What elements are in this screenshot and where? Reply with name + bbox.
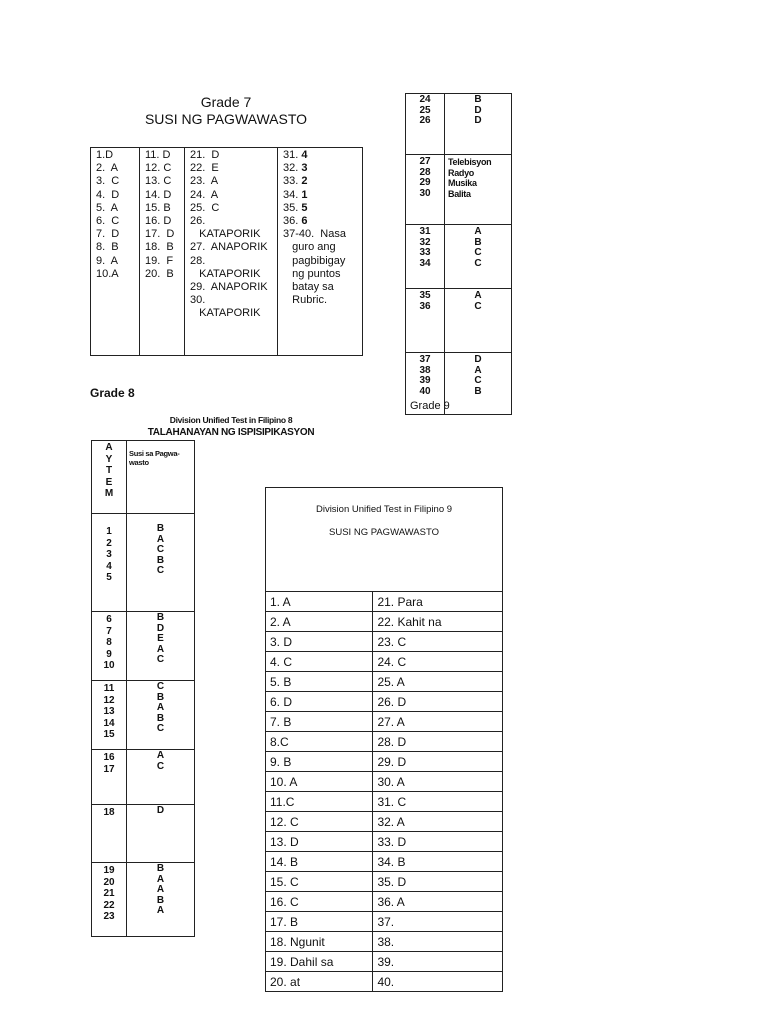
item-number: 1 bbox=[106, 526, 112, 537]
grade9-key-table bbox=[265, 487, 503, 992]
grade7-answer-line: 30. bbox=[190, 294, 206, 307]
answer-cell-right: 21. Para bbox=[373, 592, 503, 612]
answer-cell-left: 1. A bbox=[266, 592, 373, 612]
grade7-answer-line bbox=[283, 189, 357, 202]
answer-cell-left: 20. at bbox=[266, 972, 373, 992]
table-row bbox=[92, 514, 195, 612]
answer: Musika bbox=[448, 178, 477, 188]
answer: B bbox=[474, 385, 482, 397]
answer-cell-left: 5. B bbox=[266, 672, 373, 692]
item-number: 36 bbox=[419, 300, 431, 312]
grade7-item-number: 32. bbox=[283, 162, 299, 175]
item-numbers-cell bbox=[406, 155, 445, 225]
answer: A bbox=[156, 905, 165, 916]
answer-cell-left: 17. B bbox=[266, 912, 373, 932]
item-number: 7 bbox=[106, 625, 112, 637]
answer: C bbox=[474, 247, 482, 258]
table-header-row bbox=[92, 441, 195, 514]
grade7-item-answer: 2 bbox=[301, 175, 308, 188]
answer: B bbox=[156, 863, 165, 874]
item-number: 31 bbox=[419, 226, 431, 237]
table-row bbox=[266, 772, 503, 792]
answer: B bbox=[474, 94, 482, 105]
table-row bbox=[266, 752, 503, 772]
answer: C bbox=[156, 681, 165, 692]
grade7-answer-line bbox=[283, 202, 357, 215]
grade7-answer-line: 13. C bbox=[145, 175, 172, 188]
item-number: 24 bbox=[419, 94, 431, 105]
answer: Balita bbox=[448, 188, 471, 199]
answer: A bbox=[156, 873, 165, 885]
item-numbers-cell bbox=[406, 94, 445, 155]
answer-cell-right: 26. D bbox=[373, 692, 503, 712]
item-number: 22 bbox=[103, 899, 115, 911]
item-number: 12 bbox=[103, 694, 115, 706]
item-number: 33 bbox=[419, 247, 431, 258]
table-row bbox=[266, 812, 503, 832]
table-row bbox=[266, 852, 503, 872]
table-row bbox=[92, 681, 195, 750]
grade7-answer-line: 10.A bbox=[96, 267, 119, 280]
grade7-answer-table bbox=[90, 147, 363, 356]
answer: B bbox=[156, 894, 165, 906]
grade7-col1 bbox=[91, 148, 140, 356]
answer: D bbox=[474, 354, 482, 365]
grade7-answer-line: 28. bbox=[190, 254, 206, 267]
answer-cell-left: 6. D bbox=[266, 692, 373, 712]
answer-cell-right: 35. D bbox=[373, 872, 503, 892]
grade7-answer-line: 5. A bbox=[96, 201, 119, 214]
answer-cell-right: 28. D bbox=[373, 732, 503, 752]
answer-cell-right: 27. A bbox=[373, 712, 503, 732]
answer-cell-left: 3. D bbox=[266, 632, 373, 652]
answer-cell-left: 9. B bbox=[266, 752, 373, 772]
answer: C bbox=[156, 760, 165, 772]
grade7-answer-line: 24. A bbox=[190, 188, 219, 201]
grade7-answer-line: 23. A bbox=[190, 175, 219, 188]
table-row bbox=[266, 972, 503, 992]
grade8-key-table bbox=[91, 440, 195, 937]
header-letter: E bbox=[105, 476, 113, 488]
table-row bbox=[406, 289, 512, 353]
item-number: 17 bbox=[103, 763, 115, 775]
grade7-item-answer: 4 bbox=[301, 149, 308, 161]
grade7-item-number: 33. bbox=[283, 175, 299, 188]
table-row bbox=[266, 912, 503, 932]
grade7-answer-line: pagbibigay bbox=[283, 254, 346, 267]
item-number: 19 bbox=[103, 865, 115, 876]
grade7-answer-line bbox=[283, 175, 357, 188]
grade7-answer-line: ng puntos bbox=[283, 267, 341, 280]
header-key: Susi sa Pagwa-wasto bbox=[127, 441, 195, 514]
answer-cell-left: 7. B bbox=[266, 712, 373, 732]
answers-cell bbox=[445, 225, 512, 289]
answer-cell-right: 22. Kahit na bbox=[373, 612, 503, 632]
grade7-answer-line: 8. B bbox=[96, 241, 119, 254]
answer: C bbox=[156, 565, 165, 576]
table-row bbox=[266, 932, 503, 952]
item-number: 29 bbox=[419, 177, 431, 188]
grade7-item-answer: 3 bbox=[301, 162, 308, 175]
grade7-answer-line: 16. D bbox=[145, 215, 172, 228]
table-row bbox=[266, 872, 503, 892]
table-row bbox=[406, 225, 512, 289]
grade7-answer-line: 29. ANAPORIK bbox=[190, 281, 268, 294]
answer-cell-right: 39. bbox=[373, 952, 503, 972]
answer-cell-right: 37. bbox=[373, 912, 503, 932]
answer: D bbox=[474, 104, 482, 116]
answer-cell-right: 32. A bbox=[373, 812, 503, 832]
item-number: 8 bbox=[106, 637, 112, 648]
table-row bbox=[266, 732, 503, 752]
item-number: 34 bbox=[419, 257, 431, 269]
item-number: 5 bbox=[106, 572, 112, 583]
table-row bbox=[266, 592, 503, 612]
answer: C bbox=[156, 654, 165, 665]
table-row bbox=[266, 652, 503, 672]
grade7-subtitle: SUSI NG PAGWAWASTO bbox=[144, 111, 308, 127]
item-number: 2 bbox=[106, 537, 112, 549]
answer-cell-right: 23. C bbox=[373, 632, 503, 652]
grade7-answer-line: KATAPORIK bbox=[190, 307, 261, 320]
grade9-partial-table bbox=[405, 93, 512, 415]
answer: D bbox=[474, 115, 482, 126]
answer: A bbox=[156, 884, 165, 895]
answer-cell-left: 16. C bbox=[266, 892, 373, 912]
answer-cell-right: 24. C bbox=[373, 652, 503, 672]
answer-cell-right: 34. B bbox=[373, 852, 503, 872]
answers-cell bbox=[445, 155, 512, 225]
item-numbers-cell bbox=[92, 863, 127, 937]
item-number: 9 bbox=[106, 648, 112, 660]
answer: C bbox=[474, 300, 482, 312]
item-numbers-cell bbox=[92, 750, 127, 805]
answers-cell bbox=[445, 94, 512, 155]
grade7-answer-line: 27. ANAPORIK bbox=[190, 241, 268, 254]
grade7-answer-line: 20. B bbox=[145, 267, 174, 280]
item-number: 32 bbox=[419, 236, 431, 248]
answer: Radyo bbox=[448, 167, 475, 178]
header-letter: M bbox=[104, 488, 114, 499]
answers-cell bbox=[127, 805, 195, 863]
grade7-answer-line: 19. F bbox=[145, 254, 174, 267]
item-numbers-cell bbox=[92, 612, 127, 681]
item-number: 37 bbox=[419, 354, 431, 365]
answer: E bbox=[157, 633, 164, 644]
item-number: 14 bbox=[103, 717, 115, 729]
answers-cell bbox=[127, 612, 195, 681]
answer: A bbox=[156, 750, 165, 761]
table-row bbox=[266, 892, 503, 912]
item-numbers-cell bbox=[406, 225, 445, 289]
grade7-item-answer: 1 bbox=[301, 188, 308, 201]
answer-cell-left: 12. C bbox=[266, 812, 373, 832]
grade7-answer-line bbox=[283, 162, 357, 175]
grade7-item-answer: 5 bbox=[301, 201, 308, 214]
grade7-answer-line bbox=[283, 215, 357, 228]
grade7-answer-line: 22. E bbox=[190, 162, 219, 175]
header-ayitem bbox=[92, 441, 127, 514]
grade7-item-number: 35. bbox=[283, 201, 299, 214]
answer: A bbox=[156, 533, 165, 545]
answer: A bbox=[156, 643, 165, 655]
table-row bbox=[92, 750, 195, 805]
grade8-test-title: Division Unified Test in Filipino 8 bbox=[169, 415, 293, 425]
item-number: 30 bbox=[419, 187, 431, 199]
grade7-col2 bbox=[140, 148, 185, 356]
grade7-answer-line: guro ang bbox=[283, 241, 336, 254]
item-number: 28 bbox=[419, 166, 431, 178]
table-row bbox=[266, 952, 503, 972]
answers-cell bbox=[127, 750, 195, 805]
grade7-item-number: 36. bbox=[283, 215, 299, 228]
answer: B bbox=[156, 612, 165, 623]
item-number: 3 bbox=[106, 549, 112, 560]
header-letter: A bbox=[105, 442, 113, 453]
grade7-answer-line: 37-40. Nasa bbox=[283, 228, 346, 241]
answer-cell-right: 36. A bbox=[373, 892, 503, 912]
answer: B bbox=[156, 554, 165, 566]
grade7-answer-line: 2. A bbox=[96, 162, 119, 175]
item-number: 35 bbox=[419, 290, 431, 301]
answer-cell-left: 8.C bbox=[266, 732, 373, 752]
grade9-key-header bbox=[266, 488, 503, 592]
answer: B bbox=[156, 691, 165, 703]
grade7-answer-line bbox=[283, 149, 357, 162]
table-row bbox=[266, 692, 503, 712]
grade7-answer-line: 12. C bbox=[145, 162, 172, 175]
header-letter: Y bbox=[105, 453, 113, 465]
table-row bbox=[406, 94, 512, 155]
table-row bbox=[266, 792, 503, 812]
table-row bbox=[92, 805, 195, 863]
grade7-col3 bbox=[185, 148, 278, 356]
grade7-answer-line: KATAPORIK bbox=[190, 228, 261, 241]
item-number: 16 bbox=[103, 752, 115, 763]
answers-cell bbox=[127, 514, 195, 612]
grade7-answer-line: KATAPORIK bbox=[190, 267, 261, 280]
answers-cell bbox=[127, 863, 195, 937]
answer-cell-left: 19. Dahil sa bbox=[266, 952, 373, 972]
answer: B bbox=[156, 523, 165, 534]
item-number: 18 bbox=[103, 807, 115, 818]
answer: A bbox=[474, 290, 482, 301]
grade8-heading: Grade 8 bbox=[90, 386, 135, 400]
answer-cell-left: 11.C bbox=[266, 792, 373, 812]
answer-cell-left: 4. C bbox=[266, 652, 373, 672]
answer-cell-right: 33. D bbox=[373, 832, 503, 852]
table-row bbox=[266, 612, 503, 632]
answer-cell-right: 25. A bbox=[373, 672, 503, 692]
item-numbers-cell bbox=[92, 681, 127, 750]
answer: A bbox=[474, 226, 482, 237]
grade7-answer-line: 15. B bbox=[145, 201, 171, 214]
answer: B bbox=[474, 236, 482, 248]
table-row bbox=[266, 832, 503, 852]
answer: Telebisyon bbox=[448, 157, 492, 167]
answer: C bbox=[474, 375, 482, 386]
grade7-answer-line: 18. B bbox=[145, 241, 174, 254]
answers-cell bbox=[127, 681, 195, 750]
answer-cell-right: 31. C bbox=[373, 792, 503, 812]
grade7-answer-line: 9. A bbox=[96, 254, 119, 267]
grade7-item-answer: 6 bbox=[301, 215, 308, 228]
answer: C bbox=[156, 723, 165, 734]
answer: D bbox=[156, 622, 165, 634]
answer-cell-left: 18. Ngunit bbox=[266, 932, 373, 952]
answer-cell-left: 13. D bbox=[266, 832, 373, 852]
grade7-answer-line: 26. bbox=[190, 215, 206, 228]
table-row bbox=[92, 612, 195, 681]
item-number: 25 bbox=[419, 104, 431, 116]
grade7-answer-line: Rubric. bbox=[283, 294, 328, 307]
answers-cell bbox=[445, 289, 512, 353]
table-row bbox=[266, 712, 503, 732]
grade7-item-number: 31. bbox=[283, 149, 299, 161]
grade7-answer-line: batay sa bbox=[283, 281, 334, 294]
grade7-answer-line: 25. C bbox=[190, 201, 220, 214]
grade7-col4 bbox=[278, 148, 363, 356]
grade7-answer-line: 7. D bbox=[96, 228, 120, 241]
grade7-answer-line: 4. D bbox=[96, 188, 120, 201]
answer-cell-left: 15. C bbox=[266, 872, 373, 892]
item-number: 4 bbox=[106, 560, 112, 572]
item-number: 38 bbox=[419, 364, 431, 376]
grade9-label: Grade 9 bbox=[410, 400, 450, 412]
item-number: 27 bbox=[419, 156, 431, 167]
grade7-answer-line: 11. D bbox=[145, 149, 171, 161]
answer-cell-right: 29. D bbox=[373, 752, 503, 772]
answer: A bbox=[474, 364, 482, 376]
item-number: 6 bbox=[106, 614, 112, 625]
item-number: 20 bbox=[103, 876, 115, 888]
item-number: 13 bbox=[103, 706, 115, 717]
answers-cell bbox=[445, 353, 512, 415]
answer: C bbox=[474, 257, 482, 269]
answer: A bbox=[156, 702, 165, 713]
grade7-item-number: 34. bbox=[283, 188, 299, 201]
grade7-title: Grade 7 bbox=[200, 94, 252, 110]
table-row bbox=[266, 672, 503, 692]
item-number: 10 bbox=[103, 660, 115, 671]
item-numbers-cell bbox=[92, 514, 127, 612]
item-number: 23 bbox=[103, 911, 115, 922]
item-numbers-cell bbox=[92, 805, 127, 863]
grade7-answer-line: 3. C bbox=[96, 175, 120, 188]
answer-cell-right: 38. bbox=[373, 932, 503, 952]
answer-cell-right: 40. bbox=[373, 972, 503, 992]
grade7-answer-line: 1.D bbox=[96, 149, 114, 161]
answer-cell-left: 2. A bbox=[266, 612, 373, 632]
answer-cell-right: 30. A bbox=[373, 772, 503, 792]
item-number: 21 bbox=[103, 888, 115, 899]
grade7-answer-line: 6. C bbox=[96, 215, 120, 228]
grade7-answer-line: 21. D bbox=[190, 149, 220, 161]
table-row bbox=[406, 155, 512, 225]
item-number: 11 bbox=[103, 683, 115, 694]
grade9-key-subtitle: SUSI NG PAGWAWASTO bbox=[329, 527, 439, 538]
answer: B bbox=[156, 712, 165, 724]
answer: D bbox=[156, 805, 165, 816]
table-row bbox=[266, 632, 503, 652]
item-number: 40 bbox=[419, 385, 431, 397]
item-number: 39 bbox=[419, 375, 431, 386]
item-number: 15 bbox=[103, 729, 115, 740]
answer-cell-left: 10. A bbox=[266, 772, 373, 792]
header-letter: T bbox=[105, 465, 113, 476]
item-number: 26 bbox=[419, 115, 431, 126]
grade7-title-block bbox=[140, 94, 312, 128]
grade7-answer-line: 14. D bbox=[145, 188, 172, 201]
table-row bbox=[92, 863, 195, 937]
item-numbers-cell bbox=[406, 289, 445, 353]
answer: C bbox=[156, 544, 165, 555]
grade7-answer-line: 17. D bbox=[145, 228, 175, 241]
grade8-table-title: TALAHANAYAN NG ISPISIPIKASYON bbox=[147, 427, 315, 438]
grade9-key-title: Division Unified Test in Filipino 9 bbox=[315, 504, 453, 515]
answer-cell-left: 14. B bbox=[266, 852, 373, 872]
